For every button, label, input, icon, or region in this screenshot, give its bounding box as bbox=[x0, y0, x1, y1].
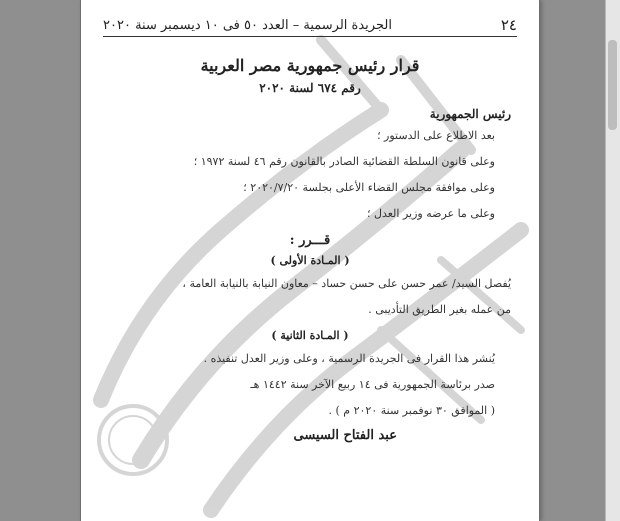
article-2-heading: ( المـادة الثانية ) bbox=[271, 329, 349, 342]
preamble-line: وعلى قانون السلطة القضائية الصادر بالقانون رقم ٤٦ لسنة ١٩٧٢ ؛ bbox=[193, 155, 495, 168]
decided-heading: قـــرر : bbox=[289, 233, 331, 248]
preamble-line: وعلى موافقة مجلس القضاء الأعلى بجلسة ٢٠٢٠/٧/٢٠ ؛ bbox=[243, 181, 495, 194]
document-page bbox=[80, 0, 540, 521]
article-1-heading: ( المـادة الأولى ) bbox=[270, 254, 350, 267]
gregorian-date-line: ( الموافق ٣٠ نوفمبر سنة ٢٠٢٠ م ) . bbox=[328, 404, 495, 417]
preamble-line: بعد الاطلاع على الدستور ؛ bbox=[377, 129, 495, 142]
issued-line: صدر برئاسة الجمهورية فى ١٤ ربيع الآخر سنة ١٤٤٢ هـ bbox=[250, 378, 495, 391]
gazette-issue-line: الجريدة الرسمية – العدد ٥٠ فى ١٠ ديسمبر سنة ٢٠٢٠ bbox=[103, 17, 392, 33]
article-1-line: من عمله بغير الطريق التأديبى . bbox=[368, 303, 511, 316]
decree-number: رقم ٦٧٤ لسنة ٢٠٢٠ bbox=[259, 81, 361, 95]
signature-name: عبد الفتاح السيسى bbox=[293, 428, 397, 443]
page-number: ٢٤ bbox=[500, 16, 517, 34]
vertical-scrollbar[interactable] bbox=[605, 0, 620, 521]
article-2-line: يُنشر هذا القرار فى الجريدة الرسمية ، وعلى وزير العدل تنفيذه . bbox=[203, 352, 495, 365]
article-1-line: يُفصل السيد/ عمر حسن على حسن حساد – معاون النيابة بالنيابة العامة ، bbox=[182, 277, 511, 290]
scrollbar-thumb[interactable] bbox=[608, 40, 617, 130]
decree-body bbox=[103, 40, 517, 443]
preamble-line: وعلى ما عرضه وزير العدل ؛ bbox=[366, 207, 495, 220]
decree-title: قرار رئيس جمهورية مصر العربية bbox=[200, 56, 420, 75]
gazette-header bbox=[103, 14, 517, 37]
decree-issuer: رئيس الجمهورية bbox=[429, 107, 511, 121]
